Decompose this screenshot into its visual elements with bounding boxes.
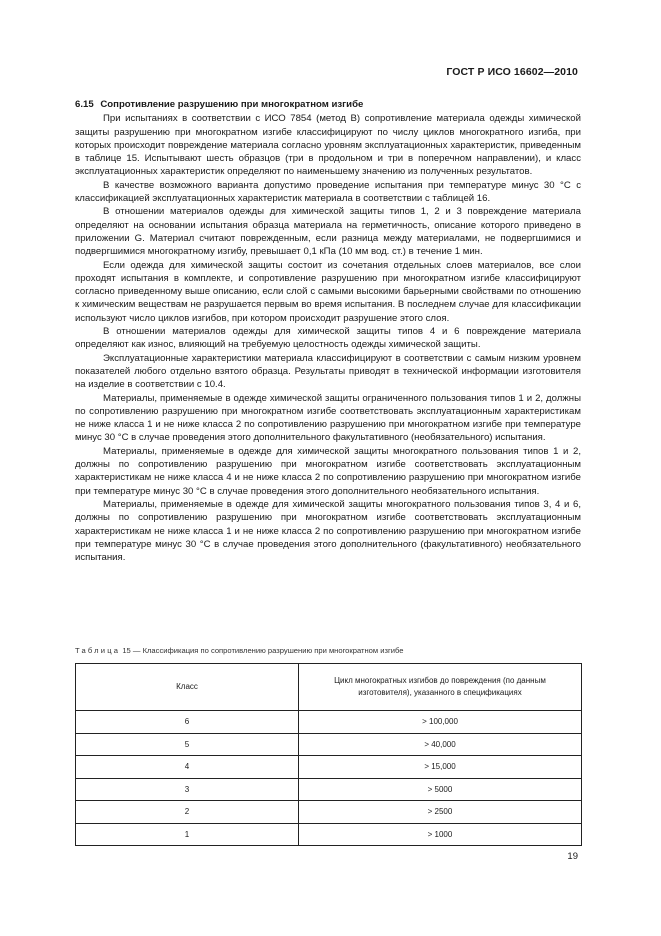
class-cell: 5	[76, 733, 299, 756]
paragraph: При испытаниях в соответствии с ИСО 7854 (метод В) сопротивление материала одежды химической защиты разрушению при многократном изгибе классифицируют по числу циклов многократного изгиба, при которых происходит повреждение материала согласно уровням эксплуатационных характеристик, приведенным в таблице 15. Испытывают шесть образцов (три в продольном и три в поперечном направлении), и класс эксплуатационных характеристик определяют по наименьшему значению из полученных результатов.	[75, 113, 581, 178]
table-caption-text: 15 — Классификация по сопротивлению разрушению при многократном изгибе	[122, 646, 404, 655]
cycles-cell: > 100,000	[299, 711, 582, 734]
table-row	[76, 756, 582, 779]
section-heading	[75, 98, 581, 111]
cycles-cell: > 15,000	[299, 756, 582, 779]
column-header-class: Класс	[76, 664, 299, 711]
class-cell: 1	[76, 823, 299, 846]
column-header-cycles-line2: изготовителя), указанного в спецификациях	[358, 688, 522, 697]
class-cell: 6	[76, 711, 299, 734]
classification-table	[75, 663, 582, 846]
paragraph: Материалы, применяемые в одежде для химической защиты многократного пользования типов 1 и 2, должны по сопротивлению разрушению при многократном изгибе соответствовать эксплуатационным характеристикам не ниже класса 4 и не ниже класса 2 по сопротивлению разрушению при многократном изгибе при температуре минус 30 °С в случае проведения этого дополнительного необязательного испытания.	[75, 445, 581, 497]
section-body	[75, 98, 581, 564]
paragraph: Эксплуатационные характеристики материала классифицируют в соответствии с самым низким уровнем показателей любого отдельно взятого образца. Результаты приводят в технической информации изготовителя на изделие в соответствии с 10.4.	[75, 352, 581, 391]
paragraph: Материалы, применяемые в одежде для химической защиты многократного пользования типов 3, 4 и 6, должны по сопротивлению разрушению при многократном изгибе соответствовать эксплуатационным характеристикам не ниже класса 1 и не ниже класса 2 по сопротивлению разрушению при многократном изгибе при температуре минус 30 °С в случае проведения этого дополнительного (факультативного) необязательного испытания.	[75, 498, 581, 564]
paragraph: Если одежда для химической защиты состоит из сочетания отдельных слоев материалов, все слои проходят испытания в комплекте, и сопротивление разрушению при многократном изгибе классифицируют согласно приведенному выше описанию, если слой с самыми высокими барьерными свойствами по отношению к химическим веществам не разрушается первым во время испытания. В последнем случае для классификации используют число циклов изгибов, при котором происходит разрушение этого слоя.	[75, 259, 581, 324]
table-header-row	[76, 664, 582, 711]
section-title: Сопротивление разрушению при многократном изгибе	[100, 99, 364, 110]
column-header-cycles	[299, 664, 582, 711]
table-row	[76, 733, 582, 756]
paragraph: В отношении материалов одежды для химической защиты типов 1, 2 и 3 повреждение материала определяют на основании испытания образца материала на герметичность, описание которого приведено в приложении G. Материал считают поврежденным, если разница между материалами, не подвергшимися и подвергшимися многократному изгибу, превышает 0,1 кПа (10 мм вод. ст.) в течение 1 мин.	[75, 206, 581, 258]
class-cell: 3	[76, 778, 299, 801]
class-cell: 4	[76, 756, 299, 779]
section-number: 6.15	[75, 99, 94, 110]
table-row	[76, 711, 582, 734]
table-row	[76, 778, 582, 801]
table-row	[76, 801, 582, 824]
table-row	[76, 823, 582, 846]
table-caption-word: Таблица	[75, 646, 121, 655]
column-header-cycles-line1: Цикл многократных изгибов до повреждения (по данным	[334, 676, 546, 685]
cycles-cell: > 40,000	[299, 733, 582, 756]
cycles-cell: > 5000	[299, 778, 582, 801]
table-caption	[75, 646, 403, 655]
cycles-cell: > 2500	[299, 801, 582, 824]
paragraph: Материалы, применяемые в одежде химической защиты ограниченного пользования типов 1 и 2, должны по сопротивлению разрушению при многократном изгибе соответствовать эксплуатационным характеристикам не ниже класса 1 и не ниже класса 2 по сопротивлению разрушению при многократном изгибе при температуре минус 30 °С в случае проведения этого дополнительного факультативного (необязательного) испытания.	[75, 392, 581, 444]
class-cell: 2	[76, 801, 299, 824]
page-number: 19	[567, 851, 578, 862]
cycles-cell: > 1000	[299, 823, 582, 846]
paragraph: В качестве возможного варианта допустимо проведение испытания при температуре минус 30 °С с классификацией эксплуатационных характеристик материала в соответствии с таблицей 16.	[75, 179, 581, 205]
document-header: ГОСТ Р ИСО 16602—2010	[446, 66, 578, 78]
paragraph: В отношении материалов одежды для химической защиты типов 4 и 6 повреждение материала определяют как износ, влияющий на требуемую целостность одежды химической защиты.	[75, 326, 581, 351]
